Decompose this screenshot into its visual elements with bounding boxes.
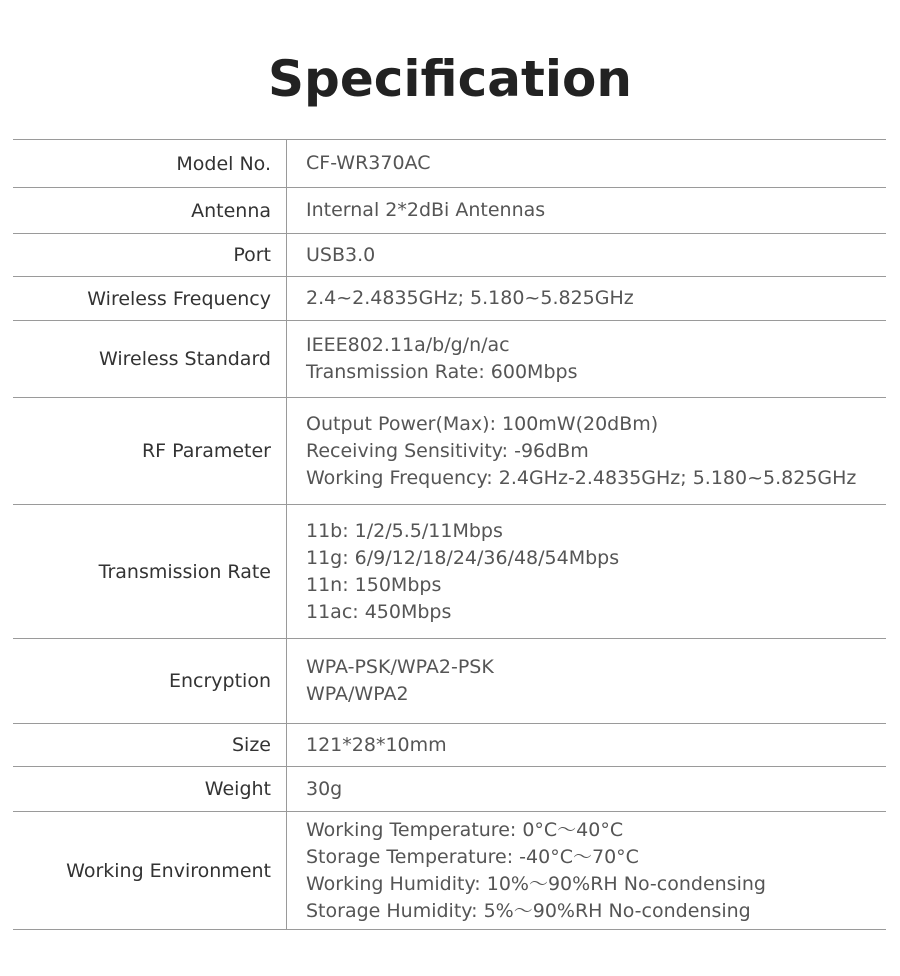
table-row [13, 767, 886, 812]
table-row [13, 639, 886, 724]
spec-value-line: Working Humidity: 10%～90%RH No-condensing [306, 872, 766, 895]
spec-value-line: WPA-PSK/WPA2-PSK [306, 656, 494, 678]
spec-label: Port [13, 234, 287, 277]
spec-value [287, 398, 887, 505]
spec-value-line: 30g [306, 777, 343, 800]
page-title: Specification [268, 50, 632, 108]
spec-value-line: 11ac: 450Mbps [306, 600, 452, 623]
spec-table [13, 139, 886, 930]
spec-value-line: USB3.0 [306, 243, 376, 266]
table-row [13, 188, 886, 234]
spec-value-line: 11b: 1/2/5.5/11Mbps [306, 519, 503, 542]
spec-value [287, 188, 887, 234]
spec-value [287, 321, 887, 398]
spec-value-line: Internal 2*2dBi Antennas [306, 199, 546, 221]
spec-value [287, 140, 887, 188]
table-row [13, 505, 886, 639]
spec-value-line: Working Temperature: 0°C～40°C [306, 818, 624, 841]
spec-label: Size [13, 724, 287, 767]
spec-label: Wireless Standard [13, 321, 287, 398]
spec-value-line: 11g: 6/9/12/18/24/36/48/54Mbps [306, 546, 620, 569]
spec-label: Working Environment [13, 812, 287, 930]
spec-value-line: Output Power(Max): 100mW(20dBm) [306, 412, 659, 435]
spec-label: Wireless Frequency [13, 277, 287, 321]
table-row [13, 724, 886, 767]
spec-value-line: Working Frequency: 2.4GHz-2.4835GHz; 5.180~5.825GHz [306, 466, 857, 489]
spec-value [287, 234, 887, 277]
spec-value [287, 767, 887, 812]
spec-label: Antenna [13, 188, 287, 234]
table-row [13, 234, 886, 277]
spec-value-line: Transmission Rate: 600Mbps [306, 361, 578, 383]
table-row [13, 277, 886, 321]
spec-value-line: Storage Humidity: 5%～90%RH No-condensing [306, 899, 751, 922]
table-row [13, 398, 886, 505]
spec-value-line: 121*28*10mm [306, 733, 447, 756]
spec-label: Weight [13, 767, 287, 812]
spec-value-line: CF-WR370AC [306, 152, 431, 174]
spec-value-line: Storage Temperature: -40°C～70°C [306, 845, 639, 868]
spec-value-line: 2.4~2.4835GHz; 5.180~5.825GHz [306, 287, 634, 309]
spec-label: Encryption [13, 639, 287, 724]
table-row [13, 321, 886, 398]
spec-label: Transmission Rate [13, 505, 287, 639]
spec-value-line: Receiving Sensitivity: -96dBm [306, 439, 589, 462]
spec-value-line: 11n: 150Mbps [306, 573, 442, 596]
spec-value-line: IEEE802.11a/b/g/n/ac [306, 334, 510, 356]
spec-value-line: WPA/WPA2 [306, 683, 409, 705]
spec-value [287, 812, 887, 930]
spec-value [287, 505, 887, 639]
spec-label: Model No. [13, 140, 287, 188]
spec-value [287, 639, 887, 724]
spec-value [287, 724, 887, 767]
table-row [13, 812, 886, 930]
table-row [13, 140, 886, 188]
spec-label: RF Parameter [13, 398, 287, 505]
spec-value [287, 277, 887, 321]
